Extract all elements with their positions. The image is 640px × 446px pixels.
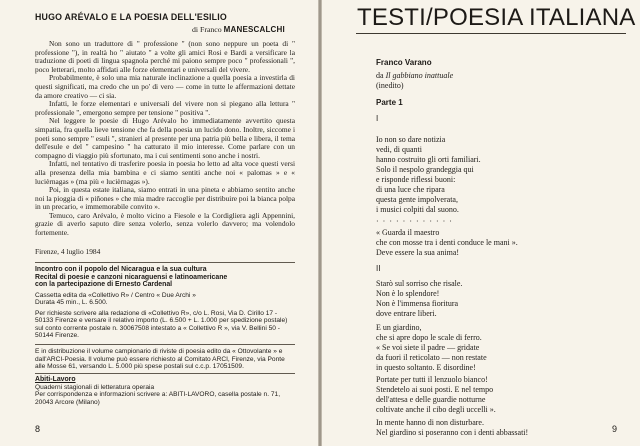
paragraph: Nel leggere le poesie di Hugo Arévalo ho immediatamente avvertito questa simpatia, fra quella lieve tensione che fa della poesia un lucido dono. Inoltre, siccome i poeti sono sempre " esuli ", stranieri al presente per una patria più bella e libera, il tema dell'esule e del " campesino " ha catturato il mio interesse. Come parlare con un compagno di viaggio più sfortunato, ma i cui sentimenti sono anche i nostri. <box>35 116 295 160</box>
box-rule-middle <box>35 344 295 345</box>
cassette-info-line: Cassetta edita da «Collettivo R» / Centro « Due Archi » <box>35 291 196 299</box>
poem-line: in questo soltanto. E disordine! <box>376 363 476 372</box>
page-number-left: 8 <box>35 424 41 434</box>
cassette-notice <box>35 266 295 340</box>
poem-stanza-1 <box>376 135 481 215</box>
article-title: HUGO ARÉVALO E LA POESIA DELL'ESILIO <box>35 12 227 22</box>
poem-line: vedi, di quanti <box>376 145 422 154</box>
poem-line: In mente hanno di non disturbare. <box>376 418 484 427</box>
article-date: Firenze, 4 luglio 1984 <box>35 247 101 256</box>
poem-line: Deve essere la sua anima! <box>376 248 460 257</box>
poem-line: « Guarda il maestro <box>376 228 440 237</box>
poem-line: e risponde riflessi buoni: <box>376 175 456 184</box>
poem-header <box>376 58 453 124</box>
paragraph: Infatti, nel tentativo di trasferire poesia in poesia ho letto ad alta voce questi versi alla presenza della mia bambina e ci siamo sentiti anche noi « palomas » e « lucièrnagas » (ma più « lucièrnagas »). <box>35 159 295 186</box>
source-title: Il gabbiano inattuale <box>385 71 454 80</box>
poem-line: che si apre dopo le scale di ferro. <box>376 333 482 342</box>
poem-source <box>376 71 453 81</box>
abiti-lavoro-title: Abiti-Lavoro <box>35 376 76 383</box>
poem-line: coltivate anche il cibo degli uccelli ». <box>376 405 496 414</box>
poem-line: dove entrare liberi. <box>376 309 437 318</box>
poem-line: Non è lo splendore! <box>376 289 440 298</box>
poem-line: hanno costruito gli orti familiari. <box>376 155 481 164</box>
poem-stanza-2a <box>376 279 462 319</box>
section-number: I <box>376 114 379 123</box>
section-number: II <box>376 264 381 273</box>
box-rule-lower <box>35 373 295 374</box>
abiti-line: Per corrispondenza e informazioni scrivere a: ABITI-LAVORO, casella postale n. 71, 20043 Arcore (Milano) <box>35 391 281 406</box>
poem-line: Non è l'immensa fioritura <box>376 299 459 308</box>
abiti-line: Quaderni stagionali di letteratura operaia <box>35 383 155 391</box>
notice-heading-line: Incontro con il popolo del Nicaragua e la sua cultura <box>35 266 207 273</box>
poem-line: Io non so dare notizia <box>376 135 446 144</box>
poem-stanza-2c <box>376 375 496 415</box>
source-status: (inedito) <box>376 81 404 90</box>
poem-line: da fuori il reticolato — non restate <box>376 353 487 362</box>
page-number-right: 9 <box>612 424 618 434</box>
distribution-notice: E in distribuzione il volume campionario di riviste di poesia edito da « Ottovolante » e dall'ARCI-Poesia. Il volume può essere richiesto al Comitato ARCI, Firenze, via Ponte alle Mosse 61, versando L. 5.000 più spese postali sul c.c.p. 17051509. <box>35 348 285 370</box>
abiti-lavoro-notice <box>35 376 295 406</box>
stanza-divider: · · · · · · · · · · · · <box>376 217 453 226</box>
author-prefix: di Franco <box>192 25 222 34</box>
notice-heading <box>35 266 295 289</box>
cassette-info <box>35 292 295 307</box>
poem-line: Starò sul sorriso che risale. <box>376 279 463 288</box>
paragraph: Probabilmente, è solo una mia naturale inclinazione a quella poesia a investirla di questi significati, ma credo che un po' di vero — come in tutte le affermazioni dettate da amore creativo — ci sia. <box>35 73 295 100</box>
paragraph: Non sono un traduttore di " professione " (non sono neppure un poeta di " professione "), in realtà ho " aiutato " a volte gli amici Rosi e Bardi a versificare la traduzione di poeti di lingua spagnola perché mi paiono sempre poco " professionali ", poco letterari, molto affidati alle forze elementari e universali del vivere. <box>35 39 295 74</box>
paragraph: Poi, in questa estate italiana, siamo entrati in una pineta e abbiamo sentito anche noi la pioggia di « piñones » che mia madre raccoglie per distribuire poi la bianca polpa in un precario, « immemorabile convito ». <box>35 185 295 212</box>
poem-line: Nel giardino si poseranno con i denti abbassati! <box>376 428 529 437</box>
poem-stanza-2d <box>376 418 528 438</box>
poem-line: questa gente impolverata, <box>376 195 458 204</box>
poet-name: Franco Varano <box>376 58 432 67</box>
notice-heading-line: Recital di poesie e canzoni nicaraguensi e latinoamericane <box>35 273 228 281</box>
poem-line: Portate per tutti il lenzuolo bianco! <box>376 375 488 384</box>
article-author <box>192 25 285 34</box>
part-label: Parte 1 <box>376 98 403 107</box>
poem-stanza-2b <box>376 323 487 373</box>
author-surname: MANESCALCHI <box>223 25 285 34</box>
box-rule-top <box>35 262 295 263</box>
paragraph: Infatti, le forze elementari e universali del vivere non si piegano alla lettura " professionale ", emergono sempre per tensione " positiva ". <box>35 99 295 117</box>
section-headline: TESTI/POESIA ITALIANA <box>357 4 636 31</box>
poem-line: Stendetelo ai suoi posti. E nel tempo <box>376 385 494 394</box>
headline-rule <box>356 33 626 34</box>
poem-line: i musici colpiti dal suono. <box>376 205 459 214</box>
poem-line: di una luce che ripara <box>376 185 445 194</box>
poem-line: dell'attesa e delle guardie notturne <box>376 395 486 404</box>
source-prefix: da <box>376 71 384 80</box>
poem-line: « Se voi siete il padre — gridate <box>376 343 480 352</box>
notice-heading-line: con la partecipazione di Ernesto Cardenal <box>35 281 173 288</box>
cassette-info-line: Durata 45 min., L. 6.500. <box>35 299 108 306</box>
order-instructions: Per richieste scrivere alla redazione di «Collettivo R», c/o L. Rosi, Via D. Cirillo 17 - 50133 Firenze e versare il relativo importo (L. 6.500 + L. 1.000 per spedizione postale) sul conto corrente postale n. 30067508 intestato a « Collettivo R », via V. Bellini 50 - 50144 Firenze. <box>35 309 288 339</box>
poem-line: E un giardino, <box>376 323 422 332</box>
poem-line: Solo il nespolo grandeggia qui <box>376 165 474 174</box>
poem-stanza-1b <box>376 228 518 258</box>
poem-line: che con mosse tra i denti conduce le mani ». <box>376 238 518 247</box>
paragraph: Temuco, caro Arévalo, è molto vicino a Fiesole e la Cordigliera agli Appennini, grazie di averlo saputo dire senza volerlo, senza volerlo davvero; ma volendolo fortemente. <box>35 210 295 238</box>
article-body <box>35 40 295 238</box>
